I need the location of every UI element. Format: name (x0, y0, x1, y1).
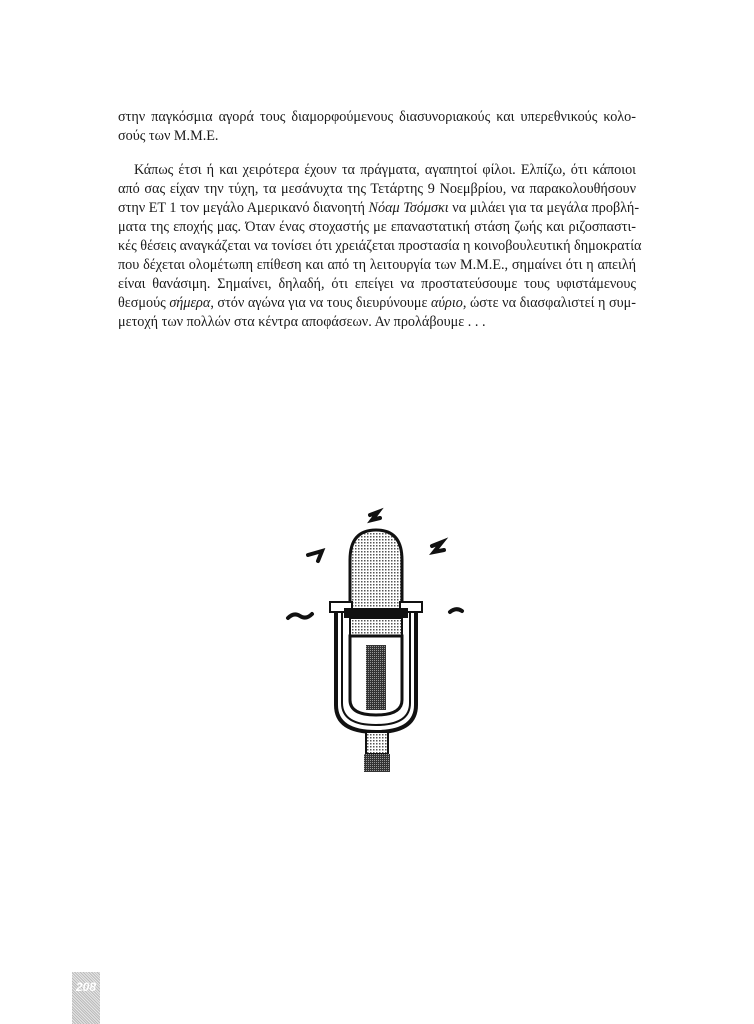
text-line (118, 294, 636, 313)
text-line: Κάπως έτσι ή και χειρότερα έχουν τα πράγματα, αγαπητοί φίλοι. Ελπίζω, ότι κάποιοι (134, 162, 636, 178)
text-line: μετοχή των πολλών στα κέντρα αποφάσεων. Αν προλάβουμε . . . (118, 314, 486, 330)
text-line: κές θέσεις αναγκάζεται να τονίσει ότι χρειάζεται προστασία η κοινοβουλευτική δημοκρατία (118, 238, 642, 254)
page-number (72, 972, 100, 1024)
page-number-text: 208 (75, 980, 97, 994)
emphasis: σήμερα (169, 295, 211, 311)
microphone-illustration (280, 500, 480, 790)
emphasis: αύριο (431, 295, 463, 311)
text: να μιλάει για τα μεγάλα προβλή- (448, 200, 640, 216)
text: , στόν αγώνα για να τους διευρύνουμε (210, 295, 432, 311)
text-line: σούς των Μ.Μ.Ε. (118, 128, 219, 144)
text-line: από σας είχαν την τύχη, τα μεσάνυχτα της Τετάρτης 9 Νοεμβρίου, να παρακολουθήσουν (118, 181, 636, 197)
text-line: ματα της εποχής μας. Όταν ένας στοχαστής με επαναστατική στάση ζωής και ριζοσπαστι- (118, 219, 636, 235)
text-line: στην παγκόσμια αγορά τους διαμορφούμενους διασυνοριακούς και υπερεθνικούς κολο- (118, 109, 636, 125)
text: , ώστε να διασφαλιστεί η συμ- (462, 295, 636, 311)
author-name: Νόαμ Τσόμσκι (368, 200, 449, 216)
text-line: είναι θανάσιμη. Σημαίνει, δηλαδή, ότι επείγει να προστατεύσουμε τους υφιστάμενους (118, 276, 636, 292)
text: θεσμούς (118, 295, 170, 311)
text-line: που δέχεται ολομέτωπη επίθεση και από τη λειτουργία των Μ.Μ.Ε., σημαίνει ότι η απειλή (118, 257, 636, 273)
text: στην ΕΤ 1 τον μεγάλο Αμερικανό διανοητή (118, 200, 369, 216)
text-line (118, 199, 640, 218)
